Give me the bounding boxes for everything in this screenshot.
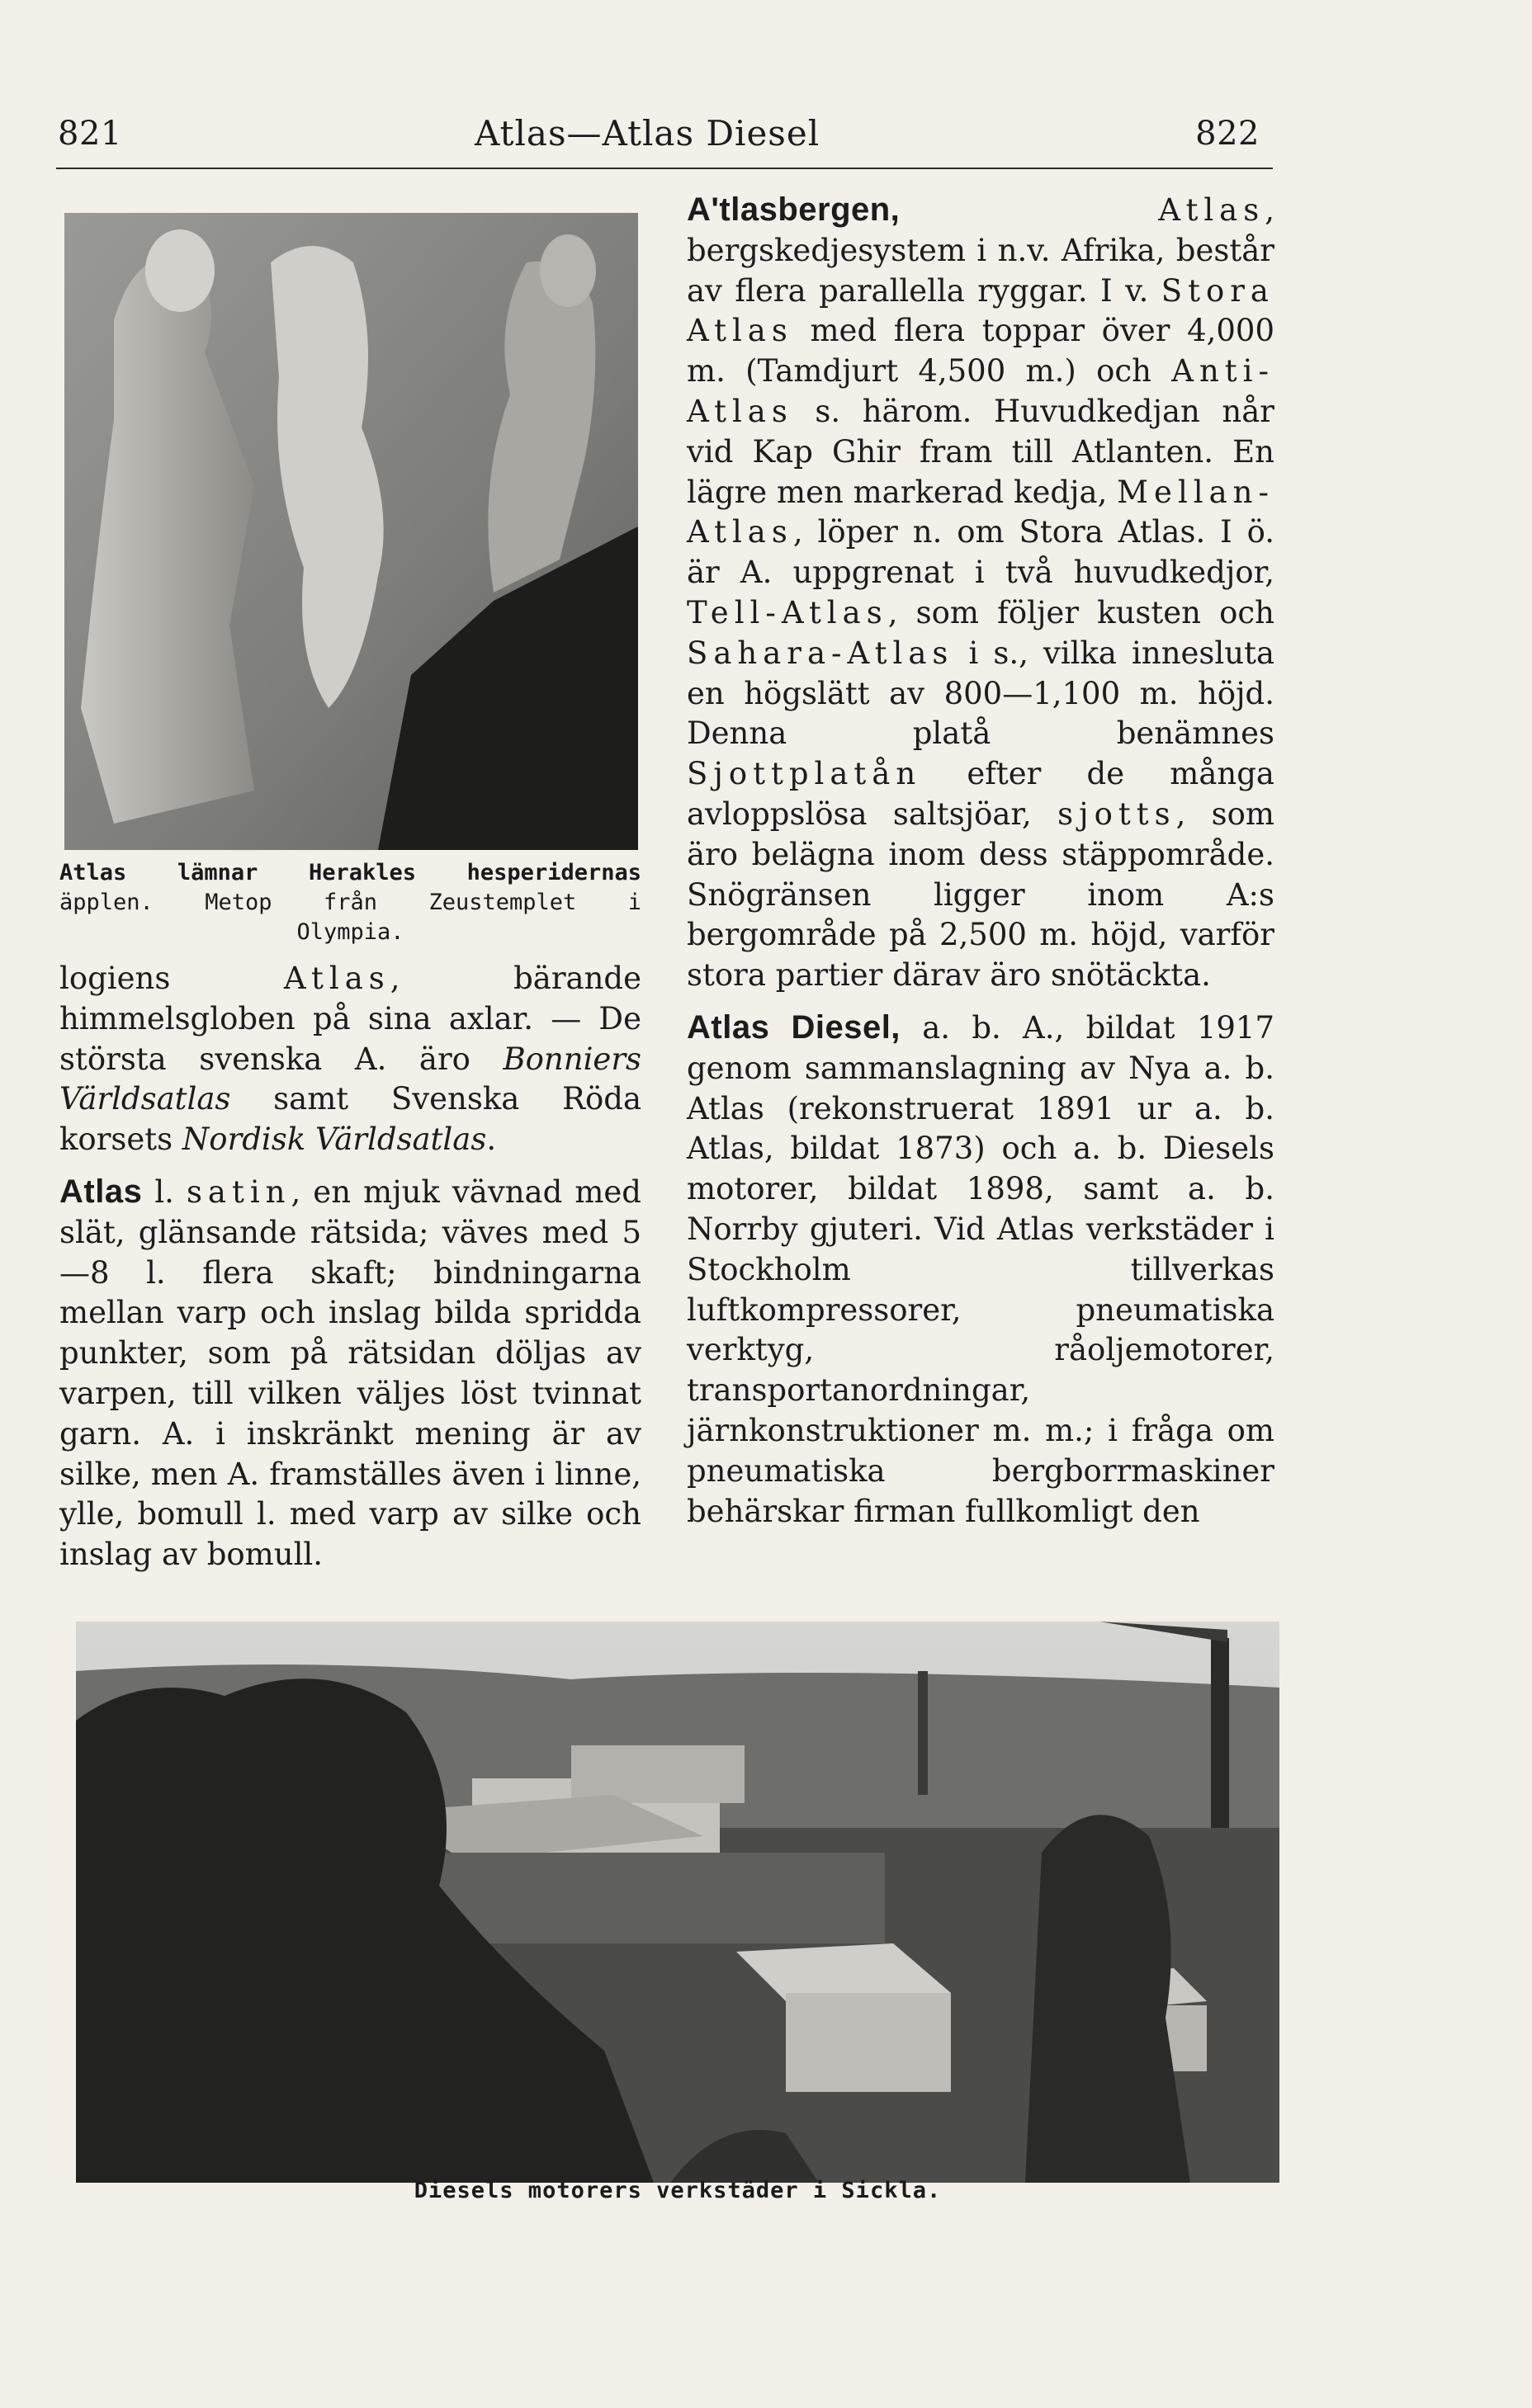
text-run: , som äro belägna inom dess stäppområde. Snögränsen ligger inom A:s bergområde på 2,500 m. höjd, varför stora partier därav äro snötäckta. (687, 796, 1274, 994)
spaced-term: Tell-Atlas (687, 594, 888, 630)
entry-atlas-diesel (687, 1008, 1274, 1532)
spaced-term: satin (186, 1173, 291, 1210)
text-run: a. b. A., bildat 1917 genom sammanslagning av Nya a. b. Atlas (rekonstruerat 1891 ur a. b. Atlas, bildat 1873) och a. b. Diesels motorer, bildat 1898, samt a. b. Norrby gjuteri. Vid Atlas verkstäder i Stockholm tillverkas luftkompressorer, pneumatiska verktyg, råoljemotorer, transportanordningar, järnkonstruktioner m. m.; i fråga om pneumatiska bergborrmaskiner behärskar firman fullkomligt den (687, 1009, 1274, 1529)
text-run: samt Svenska Röda korsets (59, 1081, 641, 1158)
header-rule (56, 168, 1273, 169)
entry-atlasbergen (687, 190, 1274, 996)
metope-caption-line3: Olympia. (296, 919, 404, 945)
text-run: l. (142, 1173, 187, 1210)
text-run: med flera toppar över 4,000 m. (Tamdjurt 4,500 m.) och (687, 313, 1274, 390)
metope-photo (64, 213, 638, 850)
page-number-left: 821 (58, 115, 122, 153)
italic-title: Nordisk Världsatlas (182, 1121, 487, 1158)
text-run: , bärande himmelsgloben på sina axlar. — De största svenska A. äro (59, 961, 641, 1077)
headword: Atlas (59, 1173, 143, 1210)
spaced-term: Sjottplatån (687, 756, 922, 792)
factory-caption: Diesels motorers verkstäder i Sickla. (414, 2178, 942, 2203)
text-run: i s., vilka innesluta en högslätt av 800—1,100 m. höjd. Denna platå benämnes (687, 635, 1274, 752)
metope-caption (59, 858, 641, 947)
spaced-term: Stora Atlas (687, 272, 1274, 349)
text-run: s. härom. Huvudkedjan når vid Kap Ghir fram till Atlanten. En lägre men markerad kedja, (687, 393, 1274, 510)
headword: Atlas Diesel, (687, 1008, 901, 1046)
entry-atlas-myth-continuation (59, 959, 641, 1160)
spaced-term: Atlas (1158, 192, 1265, 228)
metope-caption-line1: Atlas lämnar Herakles hesperidernas (59, 860, 641, 885)
text-run: logiens (59, 961, 284, 996)
page-number-right: 822 (1195, 115, 1260, 153)
right-column (687, 190, 1274, 1532)
text-run: , löper n. om Stora Atlas. I ö. är A. uppgrenat i två huvudkedjor, (687, 514, 1274, 591)
text-run (900, 192, 1158, 228)
italic-title: Bonniers Världsatlas (59, 1041, 641, 1117)
entry-atlas-satin (59, 1172, 641, 1575)
left-column (59, 959, 641, 1575)
factory-photo (76, 1622, 1279, 2183)
text-run: . (486, 1121, 497, 1158)
spaced-term: Atlas (283, 961, 390, 996)
spaced-term: Sahara-Atlas (687, 635, 954, 671)
spaced-term: sjotts (1057, 796, 1176, 832)
metope-caption-line2: äpplen. Metop från Zeustemplet i (59, 890, 641, 915)
spaced-term: Mellan-Atlas (687, 474, 1274, 550)
text-run: efter de många avloppslösa saltsjöar, (687, 756, 1274, 832)
spaced-term: Anti-Atlas (687, 353, 1274, 429)
running-head: Atlas—Atlas Diesel (475, 113, 820, 153)
text-run: , bergskedjesystem i n.v. Afrika, består av flera parallella ryggar. I v. (687, 192, 1274, 309)
text-run: , som följer kusten och (887, 594, 1274, 630)
headword: A'tlasbergen, (687, 191, 901, 228)
text-run: , en mjuk vävnad med slät, glänsande rätsida; väves med 5—8 l. flera skaft; bindningarna mellan varp och inslag bilda spridda punkter, som på rätsidan döljas av varpen, till vilken väljes löst tvinnat garn. A. i inskränkt mening är av silke, men A. framställes även i linne, ylle, bomull l. med varp av silke och inslag av bomull. (59, 1173, 641, 1573)
